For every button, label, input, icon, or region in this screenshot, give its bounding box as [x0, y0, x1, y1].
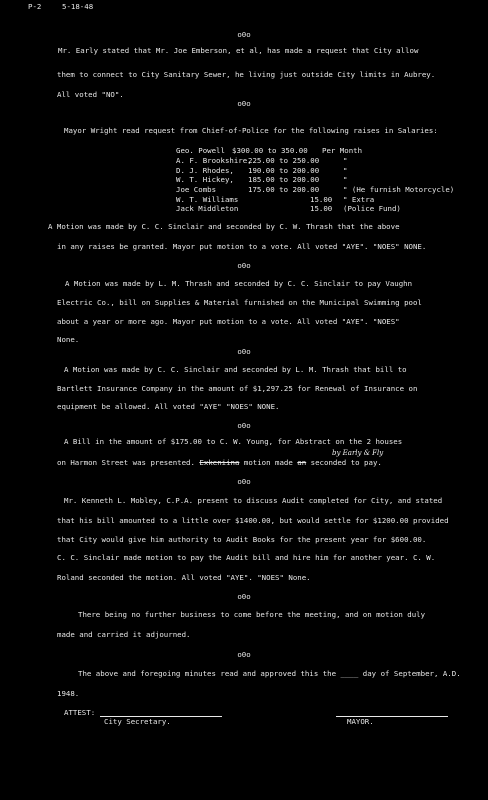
paragraph-line: 1948. — [57, 689, 80, 698]
paragraph-line: A Motion was made by C. C. Sinclair and seconded by C. W. Thrash that the above — [48, 222, 400, 231]
paragraph-text: on Harmon Street was presented. — [57, 458, 195, 467]
handwritten-note: by Early & Fly — [332, 449, 384, 457]
paragraph-line: in any raises be granted. Mayor put motion to a vote. All voted "AYE". "NOES" NONE. — [57, 242, 427, 251]
salary-note: " — [343, 156, 348, 165]
paragraph-line: There being no further business to come before the meeting, and on motion duly — [78, 610, 426, 619]
paragraph-line: C. C. Sinclair made motion to pay the Audit bill and hire him for another year. C. W. — [57, 553, 436, 562]
paragraph-line: Mayor Wright read request from Chief-of-Police for the following raises in Salaries: — [64, 126, 438, 135]
salary-row — [176, 147, 362, 154]
paragraph-line: A Motion was made by C. C. Sinclair and seconded by L. M. Thrash that bill to — [64, 365, 407, 374]
salary-note: " — [343, 166, 348, 175]
attest-label: ATTEST: — [64, 708, 96, 717]
salary-row — [176, 205, 401, 212]
salary-note: (Police Fund) — [343, 204, 401, 213]
separator: o0o — [237, 592, 251, 601]
paragraph-line: them to connect to City Sanitary Sewer, he living just outside City limits in Aubrey. — [57, 70, 436, 79]
paragraph-line: Roland seconded the motion. All voted "AYE". "NOES" None. — [57, 573, 311, 582]
paragraph-line — [57, 459, 382, 466]
salary-amount: 185.00 to 200.00 — [248, 175, 320, 184]
paragraph-line: All voted "NO". — [57, 90, 124, 99]
page-number: P-2 — [28, 2, 42, 11]
separator: o0o — [237, 421, 251, 430]
paragraph-line: A Motion was made by L. M. Thrash and seconded by C. C. Sinclair to pay Vaughn — [65, 279, 413, 288]
paragraph-line: that his bill amounted to a little over $1400.00, but would settle for $1200.00 provided — [57, 516, 449, 525]
paragraph-line: Mr. Kenneth L. Mobley, C.P.A. present to discuss Audit completed for City, and stated — [64, 496, 443, 505]
salary-row — [176, 157, 347, 164]
paragraph-line: equipment be allowed. All voted "AYE" "NOES" NONE. — [57, 402, 280, 411]
separator: o0o — [237, 477, 251, 486]
paragraph-line: about a year or more ago. Mayor put motion to a vote. All voted "AYE". "NOES" — [57, 317, 400, 326]
paragraph-line: The above and foregoing minutes read and approved this the ____ day of September, A.D. — [78, 669, 461, 678]
meeting-date: 5-18-48 — [62, 2, 94, 11]
salary-amount: 15.00 — [310, 204, 333, 213]
separator: o0o — [237, 99, 251, 108]
salary-note: " — [343, 175, 348, 184]
salary-name: Joe Combs — [176, 185, 217, 194]
paragraph-text: motion made — [239, 458, 298, 467]
struck-text: an — [297, 458, 307, 467]
salary-name: A. F. Brookshire, — [176, 156, 252, 165]
separator: o0o — [237, 30, 251, 39]
salary-row — [176, 196, 374, 203]
mayor-label: MAYOR. — [347, 717, 374, 726]
separator: o0o — [237, 650, 251, 659]
salary-row — [176, 167, 347, 174]
salary-name: Jack Middleton — [176, 204, 239, 213]
paragraph-line: made and carried it adjourned. — [57, 630, 191, 639]
paragraph-line: Bartlett Insurance Company in the amount of $1,297.25 for Renewal of Insurance on — [57, 384, 418, 393]
salary-name: Geo. Powell — [176, 146, 225, 155]
salary-name: W. T. Hickey, — [176, 175, 234, 184]
salary-note: " (He furnish Motorcycle) — [343, 185, 455, 194]
salary-row — [176, 186, 454, 193]
salary-amount: 190.00 to 200.00 — [248, 166, 320, 175]
struck-text: Exkeniina — [199, 458, 240, 467]
paragraph-line: Electric Co., bill on Supplies & Material furnished on the Municipal Swimming pool — [57, 298, 422, 307]
paragraph-text: seconded to pay. — [306, 458, 382, 467]
separator: o0o — [237, 347, 251, 356]
salary-amount: 225.00 to 250.00 — [248, 156, 320, 165]
paragraph-line: A Bill in the amount of $175.00 to C. W. Young, for Abstract on the 2 houses — [64, 437, 403, 446]
city-secretary-label: City Secretary. — [104, 717, 171, 726]
salary-name: W. T. Williams — [176, 195, 239, 204]
salary-amount: 175.00 to 200.00 — [248, 185, 320, 194]
paragraph-line: None. — [57, 335, 80, 344]
paragraph-line: Mr. Early stated that Mr. Joe Emberson, et al, has made a request that City allow — [58, 46, 419, 55]
salary-name: D. J. Rhodes, — [176, 166, 234, 175]
salary-amount: 15.00 — [310, 195, 333, 204]
separator: o0o — [237, 261, 251, 270]
salary-note: " Extra — [343, 195, 375, 204]
salary-amount: $300.00 to 350.00 — [232, 146, 308, 155]
paragraph-line: that City would give him authority to Audit Books for the present year for $600.00. — [57, 535, 427, 544]
salary-row — [176, 176, 347, 183]
salary-note: Per Month — [322, 146, 363, 155]
